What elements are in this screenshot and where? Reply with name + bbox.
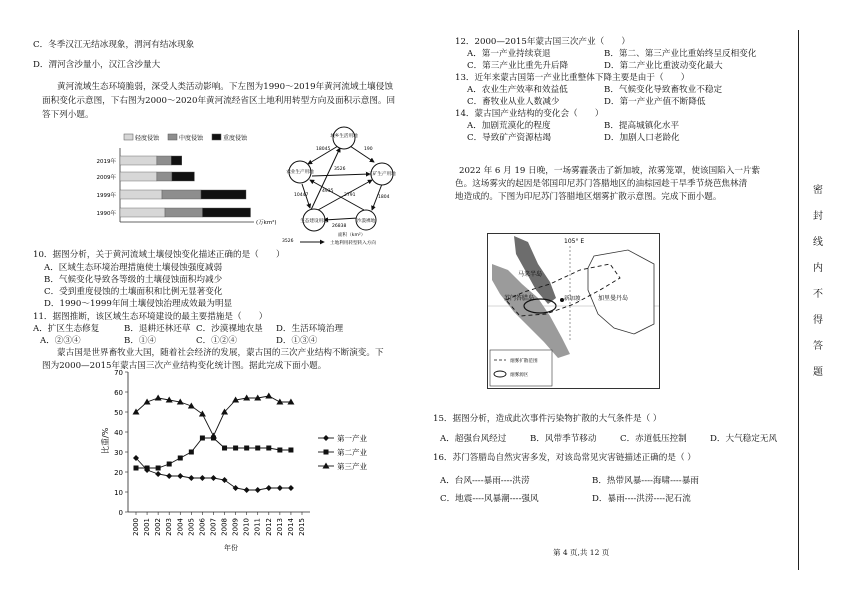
- erosion-unit: (万km²): [256, 220, 277, 226]
- x-tick-label: 2004: [176, 518, 185, 536]
- value-label: 1804: [378, 195, 390, 200]
- legend-marker: [323, 435, 329, 441]
- legend-mild: 轻度侵蚀: [135, 135, 160, 142]
- q13-stem: 13．近年来蒙古国第一产业比重整体下降主要是由于（ ）: [455, 73, 690, 83]
- legend-marker: [323, 463, 330, 469]
- land-use-diagram: [280, 126, 396, 250]
- data-point: [244, 487, 250, 493]
- series-line-2: [136, 438, 291, 468]
- svg-text:生态建设用地: 生态建设用地: [300, 219, 328, 224]
- q12-option-a: A．第一产业持续衰退: [467, 49, 551, 59]
- q16-stem: 16．苏门答腊岛自然灾害多发，对该岛常见灾害链描述正确的是（ ）: [433, 453, 696, 463]
- q16-option-a: A．台风----暴雨----洪涝: [440, 476, 530, 486]
- intro-line-1: 黄河流域生态环境脆弱，深受人类活动影响。下左图为1990～2019年黄河流域土壤侵蚀: [57, 82, 393, 92]
- data-point: [188, 475, 194, 481]
- x-tick-label: 2005: [187, 518, 196, 536]
- longitude-label: 105° E: [564, 238, 585, 245]
- bar-mild: [120, 156, 157, 165]
- node-ecological: [300, 209, 328, 231]
- data-point: [243, 395, 250, 401]
- binding-char: 密: [813, 185, 825, 196]
- q16-option-b: B．热带风暴----海啸----暴雨: [592, 476, 699, 486]
- q10-option-a: A．区域生态环境治理措施使土壤侵蚀强度减弱: [44, 263, 223, 273]
- y-tick-label: 60: [114, 389, 123, 397]
- q10-option-d: D．1990～1999年间土壤侵蚀治理成效最为明显: [44, 299, 233, 309]
- q11-choice-a: A．②③④: [40, 336, 81, 346]
- haze-map: [487, 233, 660, 389]
- binding-char: 封: [813, 211, 825, 222]
- industry-xlabel: 年份: [224, 544, 238, 552]
- label-sumatra: 苏门答腊岛: [504, 295, 535, 302]
- y-tick-label: 30: [114, 449, 123, 457]
- y-tick-label: 10: [114, 489, 123, 497]
- bar-mild: [120, 208, 165, 217]
- x-tick-label: 2001: [143, 518, 152, 536]
- bar-severe: [201, 190, 246, 199]
- legend-haze: 烟雾扩散范围: [510, 359, 538, 364]
- q14-stem: 14．蒙古国产业结构的变化会（ ）: [455, 109, 604, 119]
- q14-option-c: C．导致矿产资源枯竭: [467, 133, 551, 143]
- erosion-row-label: 1999年: [96, 193, 116, 199]
- binding-char: 答: [813, 341, 825, 352]
- binding-char: 内: [813, 263, 825, 274]
- intro-line-3: 答下列小题。: [42, 110, 94, 120]
- svg-text:城乡生活用地: 城乡生活用地: [330, 134, 358, 139]
- y-tick-label: 70: [114, 369, 123, 377]
- value-label: 190: [364, 147, 373, 152]
- x-tick-label: 2008: [220, 518, 229, 536]
- legend-severe: 重度侵蚀: [223, 135, 248, 142]
- q15-option-b: B．风带季节移动: [530, 434, 597, 444]
- binding-text: [812, 178, 826, 386]
- x-tick-label: 2010: [242, 518, 251, 536]
- intro-line-2: 面积变化示意图，下右图为2000～2020年黄河流经省区土地利用转型方向及面积示意图。回: [42, 96, 396, 106]
- industry-structure-chart: [92, 368, 367, 554]
- binding-char: 不: [813, 289, 825, 300]
- x-tick-label: 2014: [286, 518, 295, 536]
- legend-label-1: 第一产业: [337, 434, 367, 443]
- svg-text:工矿生产用地: 工矿生产用地: [368, 172, 396, 177]
- data-point: [277, 485, 283, 491]
- q11-measure-2: B．退耕还林还草: [124, 324, 191, 334]
- data-point: [145, 466, 150, 471]
- q13-option-b: B．气候变化导致畜牧业不稳定: [604, 85, 723, 95]
- data-point: [155, 471, 161, 477]
- q12-option-c: C．第三产业比重先升后降: [467, 61, 569, 71]
- bar-severe: [171, 156, 182, 165]
- series-line-3: [136, 396, 291, 436]
- q16-option-d: D．暴雨----洪涝----泥石流: [592, 494, 691, 504]
- y-tick-label: 40: [114, 429, 123, 437]
- data-point: [134, 466, 139, 471]
- q15-stem: 15．据图分析，造成此次事件污染物扩散的大气条件是（ ）: [433, 414, 662, 424]
- bar-mild: [120, 190, 162, 199]
- x-tick-label: 2007: [209, 518, 218, 536]
- q13-option-c: C．畜牧业从业人数减少: [467, 97, 560, 107]
- q16-option-c: C．地震----风暴潮----强风: [440, 494, 539, 504]
- x-tick-label: 2002: [154, 518, 163, 536]
- data-point: [265, 393, 272, 399]
- data-point: [199, 411, 206, 417]
- data-point: [210, 475, 216, 481]
- q11-stem: 11．据图推断，该区域生态环境建设的最主要措施是（ ）: [33, 312, 268, 322]
- legend-label-2: 第二产业: [337, 448, 367, 457]
- data-point: [177, 473, 183, 479]
- erosion-row-label: 1990年: [96, 211, 116, 217]
- x-tick-label: 2013: [275, 518, 284, 536]
- binding-line: [798, 30, 799, 570]
- value-label: 10447: [294, 193, 309, 198]
- legend-moderate: 中度侵蚀: [179, 135, 204, 142]
- svg-text:农业生产用地: 农业生产用地: [286, 170, 314, 175]
- node-desert: [356, 210, 376, 230]
- data-point: [233, 485, 239, 491]
- data-point: [288, 485, 294, 491]
- x-tick-label: 2009: [231, 518, 240, 536]
- data-point: [288, 448, 293, 453]
- data-point: [167, 462, 172, 467]
- q12-stem: 12．2000—2015年蒙古国三次产业（ ）: [455, 37, 630, 47]
- x-tick-label: 2006: [198, 518, 207, 536]
- bar-moderate: [157, 172, 172, 181]
- bar-moderate: [165, 208, 203, 217]
- q12-option-b: B．第二、第三产业比重始终呈反相变化: [604, 49, 757, 59]
- option-c-prev: C．冬季汉江无结冰现象，渭河有结冰现象: [33, 40, 195, 50]
- value-label: 26838: [332, 224, 347, 229]
- data-point: [255, 446, 260, 451]
- data-point: [244, 446, 249, 451]
- data-point: [156, 466, 161, 471]
- erosion-chart: [72, 130, 292, 226]
- binding-char: 线: [813, 237, 825, 248]
- erosion-row-label: 2019年: [96, 159, 116, 165]
- q15-option-a: A．超强台风经过: [440, 434, 507, 444]
- binding-char: 题: [813, 367, 825, 378]
- erosion-legend: [124, 134, 248, 142]
- q10-option-c: C．受到重度侵蚀的土壤面积和比例无显著变化: [44, 287, 223, 297]
- y-tick-label: 0: [118, 509, 123, 517]
- data-point: [255, 487, 261, 493]
- x-tick-label: 2003: [165, 518, 174, 536]
- erosion-row-label: 2009年: [96, 175, 116, 181]
- legend-marker: [324, 450, 329, 455]
- label-borneo: 加里曼丹岛: [598, 295, 629, 302]
- data-point: [178, 456, 183, 461]
- haze-intro-2: 色。这场雾灾的起因是邻国印尼苏门答腊地区的油棕园趁干旱季节烧芭焦林清: [455, 179, 748, 189]
- legend-label-3: 第三产业: [337, 462, 367, 471]
- data-point: [287, 399, 294, 405]
- value-label: 4935: [322, 189, 334, 194]
- q10-option-b: B．气候变化导致各等级的土壤侵蚀面积均减少: [44, 275, 223, 285]
- q13-option-d: D．第一产业产值不断降低: [604, 97, 706, 107]
- data-point: [155, 395, 162, 401]
- data-point: [266, 485, 272, 491]
- binding-char: 得: [813, 315, 825, 326]
- x-tick-label: 2000: [132, 518, 140, 536]
- label-singapore: 新加坡: [564, 296, 581, 302]
- node-agriculture: [286, 161, 314, 183]
- q11-measure-1: A．扩区生态修复: [33, 324, 100, 334]
- bar-severe: [203, 208, 251, 217]
- data-point: [276, 399, 283, 405]
- diagram-legend-title: 面积（km²）: [338, 233, 366, 238]
- x-tick-label: 2015: [298, 518, 306, 536]
- y-tick-label: 20: [114, 469, 123, 477]
- bar-severe: [172, 172, 195, 181]
- data-point: [222, 446, 227, 451]
- bar-moderate: [157, 156, 171, 165]
- q14-option-a: A．加剧荒漠化的程度: [467, 121, 551, 131]
- label-malay: 马来半岛: [518, 271, 543, 278]
- x-tick-label: 2012: [264, 518, 273, 536]
- diagram-legend-label: 土地利用转型转入方向: [330, 241, 376, 246]
- node-industrial: [368, 163, 396, 185]
- bar-moderate: [162, 190, 201, 199]
- q15-option-c: C．赤道低压控制: [620, 434, 687, 444]
- q11-choice-c: C．①②④: [196, 336, 237, 346]
- value-label: 18045: [316, 147, 331, 152]
- mongolia-intro-1: 蒙古国是世界畜牧业大国，随着社会经济的发展，蒙古国的三次产业结构不断演变。下: [57, 348, 384, 358]
- q11-choice-d: D．①③④: [276, 336, 318, 346]
- value-label: 3526: [282, 239, 294, 244]
- q14-option-d: D．加剧人口老龄化: [604, 133, 680, 143]
- q12-option-d: D．第二产业比重波动变化最大: [604, 61, 723, 71]
- node-urban: [330, 127, 358, 149]
- bar-mild: [120, 172, 157, 181]
- haze-intro-3: 地造成的。下图为印尼苏门答腊地区烟雾扩散示意图。完成下面小题。: [455, 192, 722, 202]
- q10-stem: 10．据图分析，关于黄河流域土壤侵蚀变化描述正确的是（ ）: [33, 250, 285, 260]
- y-tick-label: 50: [114, 409, 123, 417]
- svg-text:沙漠裸地: 沙漠裸地: [356, 219, 376, 224]
- q14-option-b: B．提高城镇化水平: [604, 121, 680, 131]
- haze-intro-1: 2022 年 6 月 19 日晚，一场雾霾袭击了新加坡，浓雾笼罩，使该国陷入一片紫: [459, 166, 761, 176]
- value-label: 2791: [344, 193, 356, 198]
- data-point: [266, 446, 271, 451]
- option-d-prev: D．渭河含沙量小，汉江含沙量大: [33, 60, 161, 70]
- data-point: [199, 475, 205, 481]
- borneo-island: [588, 250, 654, 334]
- data-point: [200, 436, 205, 441]
- q11-choice-b: B．①④: [124, 336, 157, 346]
- data-point: [166, 473, 172, 479]
- q15-option-d: D．大气稳定无风: [710, 434, 778, 444]
- q11-measure-4: D．生活环境治理: [276, 324, 344, 334]
- data-point: [189, 450, 194, 455]
- q11-measure-3: C．沙漠裸地农垦: [196, 324, 263, 334]
- x-tick-label: 2011: [253, 518, 262, 536]
- industry-ylabel: 比重/%: [101, 427, 110, 454]
- page-footer: 第 4 页,共 12 页: [553, 548, 610, 557]
- value-label: 3526: [334, 167, 346, 172]
- data-point: [233, 446, 238, 451]
- legend-source: 烟雾源区: [510, 373, 529, 378]
- data-point: [222, 477, 228, 483]
- q13-option-a: A．农业生产效率和效益低: [467, 85, 568, 95]
- data-point: [277, 448, 282, 453]
- mongolia-intro-2: 图为2000—2015年蒙古国三次产业结构变化统计图。据此完成下面小题。: [42, 361, 327, 371]
